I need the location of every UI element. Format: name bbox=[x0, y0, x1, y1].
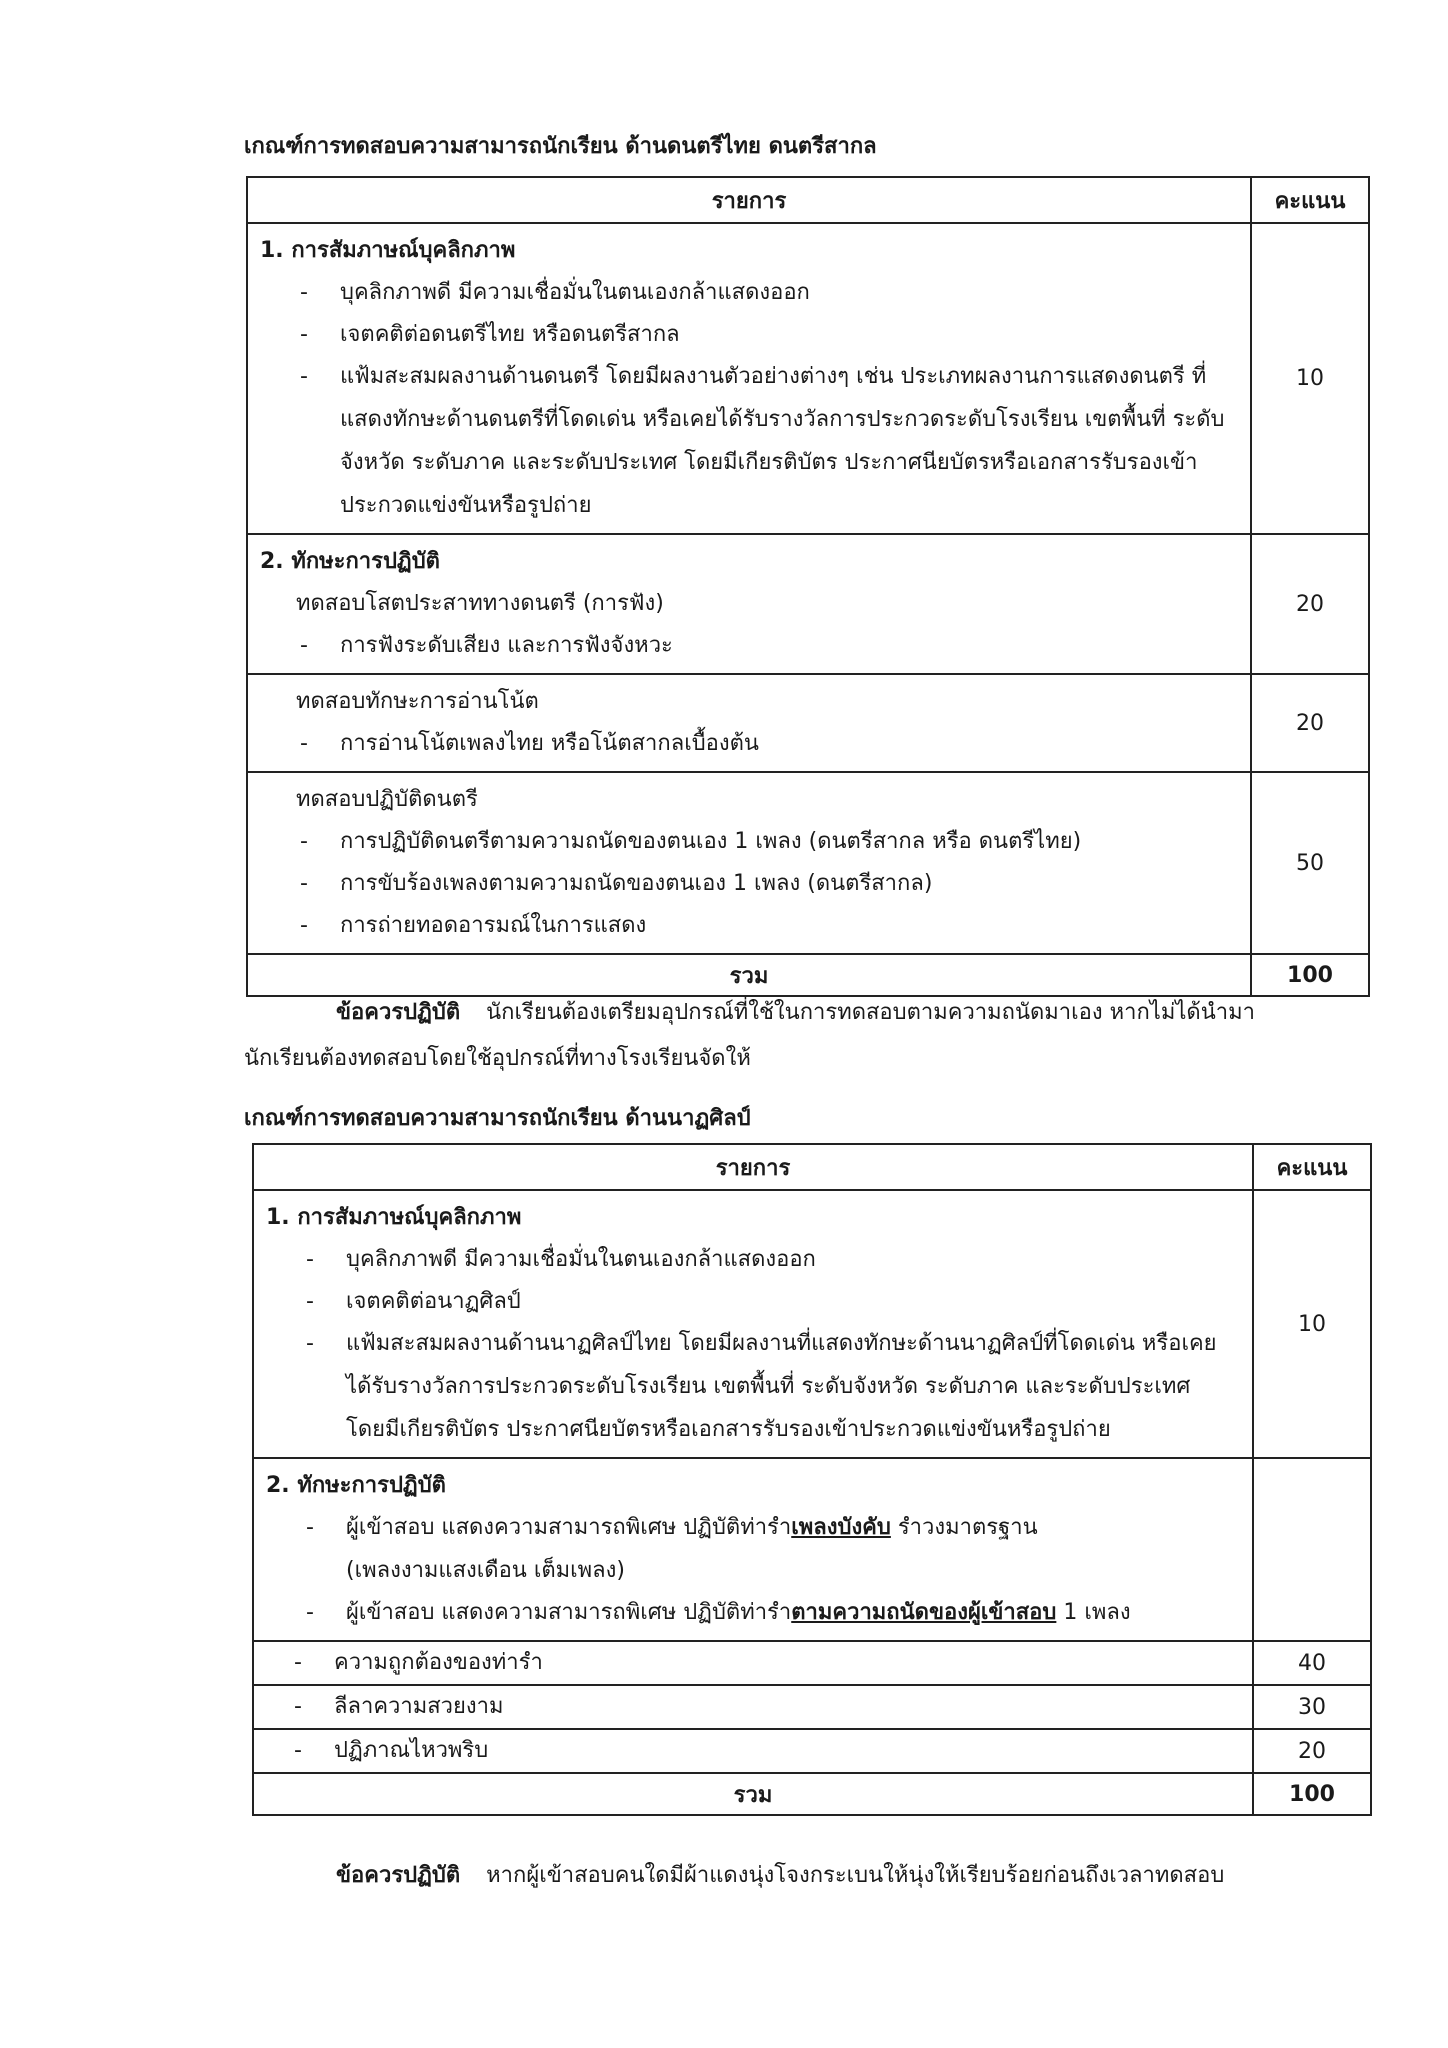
header-score: คะแนน bbox=[1251, 177, 1369, 223]
table-row bbox=[247, 534, 1369, 674]
list-item: - การฟังระดับเสียง และการฟังจังหวะ bbox=[300, 633, 673, 658]
skills-cell bbox=[253, 1458, 1253, 1641]
skills-heading: 2. ทักษะการปฏิบัติ bbox=[260, 549, 440, 574]
total-label: รวม bbox=[253, 1773, 1253, 1815]
list-item: - ผู้เข้าสอบ แสดงความสามารถพิเศษ ปฏิบัติท่ารำตามความถนัดของผู้เข้าสอบ 1 เพลง bbox=[306, 1600, 1131, 1625]
table-row bbox=[247, 772, 1369, 954]
list-item: - การอ่านโน้ตเพลงไทย หรือโน้ตสากลเบื้องต้น bbox=[300, 731, 759, 756]
bullet-text: แฟ้มสะสมผลงานด้านดนตรี โดยมีผลงานตัวอย่างต่างๆ เช่น ประเภทผลงานการแสดงดนตรี ที่ bbox=[340, 364, 1207, 389]
total-score: 100 bbox=[1253, 1773, 1371, 1815]
listening-cell bbox=[247, 534, 1251, 674]
criteria-label: ลีลาความสวยงาม bbox=[334, 1694, 504, 1719]
header-item: รายการ bbox=[253, 1144, 1253, 1190]
score-cell: 10 bbox=[1251, 223, 1369, 534]
own-choice-text: ตามความถนัดของผู้เข้าสอบ bbox=[791, 1600, 1057, 1625]
list-item: - การปฏิบัติดนตรีตามความถนัดของตนเอง 1 เพลง (ดนตรีสากล หรือ ดนตรีไทย) bbox=[300, 829, 1082, 854]
subheading: ทดสอบโสตประสาททางดนตรี (การฟัง) bbox=[296, 591, 664, 616]
subheading: ทดสอบปฏิบัติดนตรี bbox=[296, 787, 478, 812]
note-label: ข้อควรปฏิบัติ bbox=[336, 1000, 461, 1025]
interview-cell bbox=[253, 1190, 1253, 1458]
note-text: หากผู้เข้าสอบคนใดมีผ้าแดงนุ่งโจงกระเบนให้นุ่งให้เรียบร้อยก่อนถึงเวลาทดสอบ bbox=[486, 1863, 1225, 1888]
bullet-continuation: ประกวดแข่งขันหรือรูปถ่าย bbox=[340, 493, 592, 518]
bullet-text: การถ่ายทอดอารมณ์ในการแสดง bbox=[340, 913, 647, 938]
reading-cell bbox=[247, 674, 1251, 772]
bullet-text: เจตคติต่อดนตรีไทย หรือดนตรีสากล bbox=[340, 322, 680, 347]
table-row bbox=[253, 1190, 1371, 1458]
subheading: ทดสอบทักษะการอ่านโน้ต bbox=[296, 689, 539, 714]
bullet-text: 1 เพลง bbox=[1056, 1600, 1131, 1625]
score-cell-empty bbox=[1253, 1458, 1371, 1641]
bullet-continuation: แสดงทักษะด้านดนตรีที่โดดเด่น หรือเคยได้รับรางวัลการประกวดระดับโรงเรียน เขตพื้นที่ ระดับ bbox=[340, 407, 1225, 432]
total-score: 100 bbox=[1251, 954, 1369, 996]
note-line-2: นักเรียนต้องทดสอบโดยใช้อุปกรณ์ที่ทางโรงเรียนจัดให้ bbox=[244, 1046, 751, 1071]
section2-title: เกณฑ์การทดสอบความสามารถนักเรียน ด้านนาฏศิลป์ bbox=[244, 1106, 751, 1131]
score-cell: 50 bbox=[1251, 772, 1369, 954]
bullet-continuation: (เพลงงามแสงเดือน เต็มเพลง) bbox=[346, 1558, 625, 1583]
list-item: - ปฏิภาณไหวพริบ bbox=[294, 1738, 489, 1763]
total-label: รวม bbox=[247, 954, 1251, 996]
section1-title: เกณฑ์การทดสอบความสามารถนักเรียน ด้านดนตรีไทย ดนตรีสากล bbox=[244, 134, 877, 159]
bullet-continuation: ได้รับรางวัลการประกวดระดับโรงเรียน เขตพื้นที่ ระดับจังหวัด ระดับภาค และระดับประเทศ bbox=[346, 1374, 1191, 1399]
list-item: - ผู้เข้าสอบ แสดงความสามารถพิเศษ ปฏิบัติท่ารำเพลงบังคับ รำวงมาตรฐาน bbox=[306, 1515, 1038, 1540]
table-header-row bbox=[247, 177, 1369, 223]
score-cell: 40 bbox=[1253, 1641, 1371, 1685]
bullet-text: การขับร้องเพลงตามความถนัดของตนเอง 1 เพลง (ดนตรีสากล) bbox=[340, 871, 933, 896]
list-item: - ลีลาความสวยงาม bbox=[294, 1694, 504, 1719]
list-item: - การถ่ายทอดอารมณ์ในการแสดง bbox=[300, 913, 647, 938]
header-item: รายการ bbox=[247, 177, 1251, 223]
total-row bbox=[247, 954, 1369, 996]
bullet-text: การอ่านโน้ตเพลงไทย หรือโน้ตสากลเบื้องต้น bbox=[340, 731, 759, 756]
list-item: - เจตคติต่อนาฏศิลป์ bbox=[306, 1289, 521, 1314]
performance-cell bbox=[247, 772, 1251, 954]
bullet-text: แฟ้มสะสมผลงานด้านนาฏศิลป์ไทย โดยมีผลงานที่แสดงทักษะด้านนาฏศิลป์ที่โดดเด่น หรือเคย bbox=[346, 1331, 1217, 1356]
list-item: - บุคลิกภาพดี มีความเชื่อมั่นในตนเองกล้าแสดงออก bbox=[306, 1247, 816, 1272]
table-row bbox=[247, 674, 1369, 772]
bullet-text: เจตคติต่อนาฏศิลป์ bbox=[346, 1289, 521, 1314]
music-criteria-table bbox=[246, 176, 1370, 997]
list-item: - แฟ้มสะสมผลงานด้านนาฏศิลป์ไทย โดยมีผลงานที่แสดงทักษะด้านนาฏศิลป์ที่โดดเด่น หรือเคย bbox=[306, 1331, 1217, 1356]
table-row bbox=[253, 1458, 1371, 1641]
bullet-text: ผู้เข้าสอบ แสดงความสามารถพิเศษ ปฏิบัติท่ารำ bbox=[346, 1515, 792, 1540]
interview-heading: 1. การสัมภาษณ์บุคลิกภาพ bbox=[266, 1205, 522, 1230]
criteria-cell bbox=[253, 1729, 1253, 1773]
note-text: นักเรียนต้องเตรียมอุปกรณ์ที่ใช้ในการทดสอบตามความถนัดมาเอง หากไม่ได้นำมา bbox=[486, 1000, 1255, 1025]
bullet-text: บุคลิกภาพดี มีความเชื่อมั่นในตนเองกล้าแสดงออก bbox=[346, 1247, 816, 1272]
criteria-cell bbox=[253, 1641, 1253, 1685]
score-cell: 20 bbox=[1251, 674, 1369, 772]
interview-heading: 1. การสัมภาษณ์บุคลิกภาพ bbox=[260, 238, 516, 263]
list-item: - การขับร้องเพลงตามความถนัดของตนเอง 1 เพลง (ดนตรีสากล) bbox=[300, 871, 933, 896]
table-row bbox=[247, 223, 1369, 534]
bullet-continuation: โดยมีเกียรติบัตร ประกาศนียบัตรหรือเอกสารรับรองเข้าประกวดแข่งขันหรือรูปถ่าย bbox=[346, 1417, 1111, 1442]
list-item: - เจตคติต่อดนตรีไทย หรือดนตรีสากล bbox=[300, 322, 680, 347]
table-row bbox=[253, 1729, 1371, 1773]
interview-cell bbox=[247, 223, 1251, 534]
note-line-1 bbox=[336, 994, 1255, 1029]
total-row bbox=[253, 1773, 1371, 1815]
criteria-cell bbox=[253, 1685, 1253, 1729]
list-item: - แฟ้มสะสมผลงานด้านดนตรี โดยมีผลงานตัวอย่างต่างๆ เช่น ประเภทผลงานการแสดงดนตรี ที่ bbox=[300, 364, 1207, 389]
skills-heading: 2. ทักษะการปฏิบัติ bbox=[266, 1473, 446, 1498]
score-cell: 30 bbox=[1253, 1685, 1371, 1729]
table-header-row bbox=[253, 1144, 1371, 1190]
criteria-label: ปฏิภาณไหวพริบ bbox=[334, 1738, 489, 1763]
table-row bbox=[253, 1641, 1371, 1685]
score-cell: 10 bbox=[1253, 1190, 1371, 1458]
bullet-text: รำวงมาตรฐาน bbox=[890, 1515, 1038, 1540]
score-cell: 20 bbox=[1251, 534, 1369, 674]
note-label: ข้อควรปฏิบัติ bbox=[336, 1863, 461, 1888]
required-song-text: เพลงบังคับ bbox=[791, 1515, 891, 1540]
table-row bbox=[253, 1685, 1371, 1729]
bullet-text: บุคลิกภาพดี มีความเชื่อมั่นในตนเองกล้าแสดงออก bbox=[340, 280, 810, 305]
bullet-text: ผู้เข้าสอบ แสดงความสามารถพิเศษ ปฏิบัติท่ารำ bbox=[346, 1600, 792, 1625]
score-cell: 20 bbox=[1253, 1729, 1371, 1773]
list-item: - บุคลิกภาพดี มีความเชื่อมั่นในตนเองกล้าแสดงออก bbox=[300, 280, 810, 305]
bullet-continuation: จังหวัด ระดับภาค และระดับประเทศ โดยมีเกียรติบัตร ประกาศนียบัตรหรือเอกสารรับรองเข้า bbox=[340, 450, 1198, 475]
list-item: - ความถูกต้องของท่ารำ bbox=[294, 1650, 543, 1675]
dance-criteria-table bbox=[252, 1143, 1372, 1816]
bullet-text: การฟังระดับเสียง และการฟังจังหวะ bbox=[340, 633, 673, 658]
criteria-label: ความถูกต้องของท่ารำ bbox=[334, 1650, 543, 1675]
bullet-text: การปฏิบัติดนตรีตามความถนัดของตนเอง 1 เพลง (ดนตรีสากล หรือ ดนตรีไทย) bbox=[340, 829, 1082, 854]
note-line bbox=[336, 1857, 1224, 1892]
header-score: คะแนน bbox=[1253, 1144, 1371, 1190]
